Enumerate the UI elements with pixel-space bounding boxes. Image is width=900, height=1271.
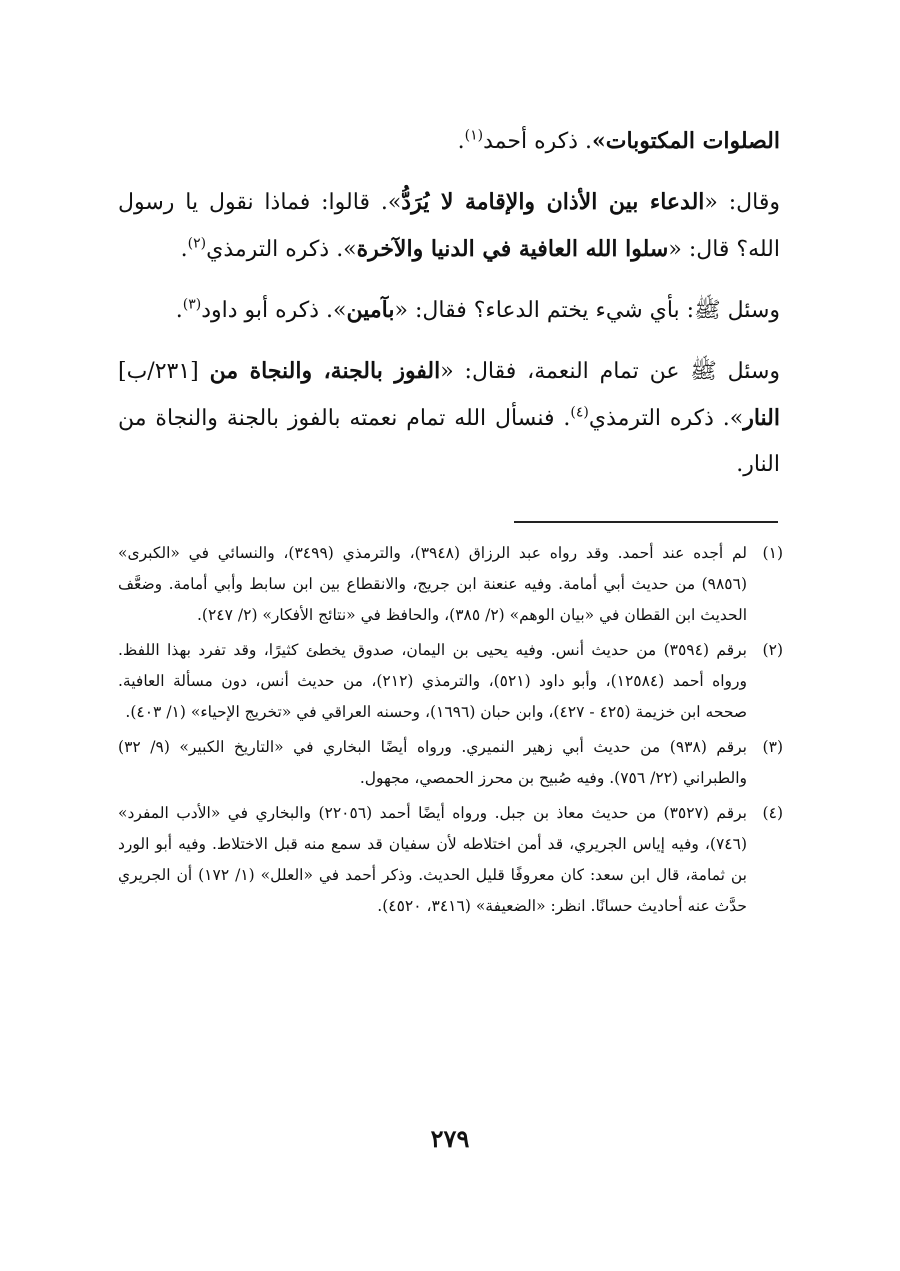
paragraph-text: ». ذكره الترمذي [206,237,357,262]
paragraph-text: وسئل ﷺ عن تمام النعمة، فقال: « [440,359,780,384]
footnote-text: برقم (٣٥٩٤) من حديث أنس. وفيه يحيى بن اليمان، صدوق يخطئ كثيرًا، وقد تفرد بهذا اللفظ. ورواه أحمد (١٢٥٨٤)، وأبو داود (٥٢١)، والترمذي (٢١٢)، من حديث أنس، دون مسألة العافية. صححه ابن خزيمة (٤٢٥ - ٤٢٧)، وابن حبان (١٦٩٦)، وحسنه العراقي في «تخريج الإحياء» (١/ ٤٠٣). [118,641,747,721]
paragraph-text: . ذكره أحمد [483,129,592,154]
paragraph-text: . [175,298,183,323]
footnote [118,798,783,922]
bold-phrase: الصلوات المكتوبات» [592,128,780,154]
footnotes [118,538,783,926]
footnote-text: برقم (٣٥٢٧) من حديث معاذ بن جبل. ورواه أيضًا أحمد (٢٢٠٥٦) والبخاري في «الأدب المفرد» (٧٤٦)، وفيه إياس الجريري، قد أمن اختلاطه لأن سفيان قد سمع منه قبل الاختلاط. وفيه أبو الورد بن ثمامة، قال ابن سعد: كان معروفًا قليل الحديث. وذكر أحمد في «العلل» (١/ ١٧٢) أن الجريري حدَّث عنه أحاديث حسانًا. انظر: «الضعيفة» (٣٤١٦، ٤٥٢٠). [118,804,747,915]
footnote-number: (٤) [762,804,783,822]
paragraph-text: . [457,129,465,154]
paragraph-text: . فنسأل الله تمام نعمته بالفوز بالجنة والنجاة من النار. [118,406,780,477]
paragraph-text: ». قالوا: فماذا نقول يا رسول الله؟ قال: « [118,190,780,262]
paragraph-2 [118,179,780,273]
paragraph-text: وقال: « [704,190,780,215]
footnote-ref-1: (١) [464,127,484,144]
bold-phrase: الدعاء بين الأذان والإقامة لا يُرَدُّ [401,189,705,215]
footnote-text: برقم (٩٣٨) من حديث أبي زهير النميري. ورواه أيضًا البخاري في «التاريخ الكبير» (٩/ ٣٢) والطبراني (٢٢/ ٧٥٦). وفيه صُبيح بن محرز الحمصي، مجهول. [118,738,747,787]
footnote-number: (٢) [762,641,783,659]
footnote [118,538,783,631]
bold-phrase: الفوز بالجنة، والنجاة من [209,358,441,384]
bold-phrase: سلوا الله العافية في الدنيا والآخرة [356,236,669,262]
bold-phrase: النار [743,405,780,431]
page-number: ٢٧٩ [430,1124,470,1153]
manuscript-marker: [٢٣١/ب] [118,359,199,384]
footnote-number: (٣) [762,738,783,756]
footnote [118,732,783,794]
footnote-text: لم أجده عند أحمد. وقد رواه عبد الرزاق (٣٩٤٨)، والترمذي (٣٤٩٩)، والنسائي في «الكبرى» (٩٨٥٦) من حديث أبي أمامة. وفيه عنعنة ابن جريج، والانقطاع بين ابن سابط وأبي أمامة. وضعَّف الحديث ابن القطان في «بيان الوهم» (٢/ ٣٨٥)، والحافظ في «نتائج الأفكار» (٢/ ٢٤٧). [118,544,747,624]
paragraph-3 [118,287,780,334]
bold-phrase: بآمين [346,297,395,323]
footnote-ref-3: (٣) [182,296,202,313]
footnote-ref-2: (٢) [187,235,207,252]
paragraph-text: ». ذكره الترمذي [588,406,744,431]
main-text [118,118,780,502]
footnote-number: (١) [762,544,783,562]
paragraph-text: وسئل ﷺ: بأي شيء يختم الدعاء؟ فقال: « [394,298,780,323]
paragraph-1 [118,118,780,165]
paragraph-4 [118,348,780,488]
paragraph-text: ». ذكره أبو داود [201,298,347,323]
footnote-ref-4: (٤) [570,404,589,421]
footnote-separator [514,521,778,523]
paragraph-text: . [180,237,188,262]
footnote [118,635,783,728]
